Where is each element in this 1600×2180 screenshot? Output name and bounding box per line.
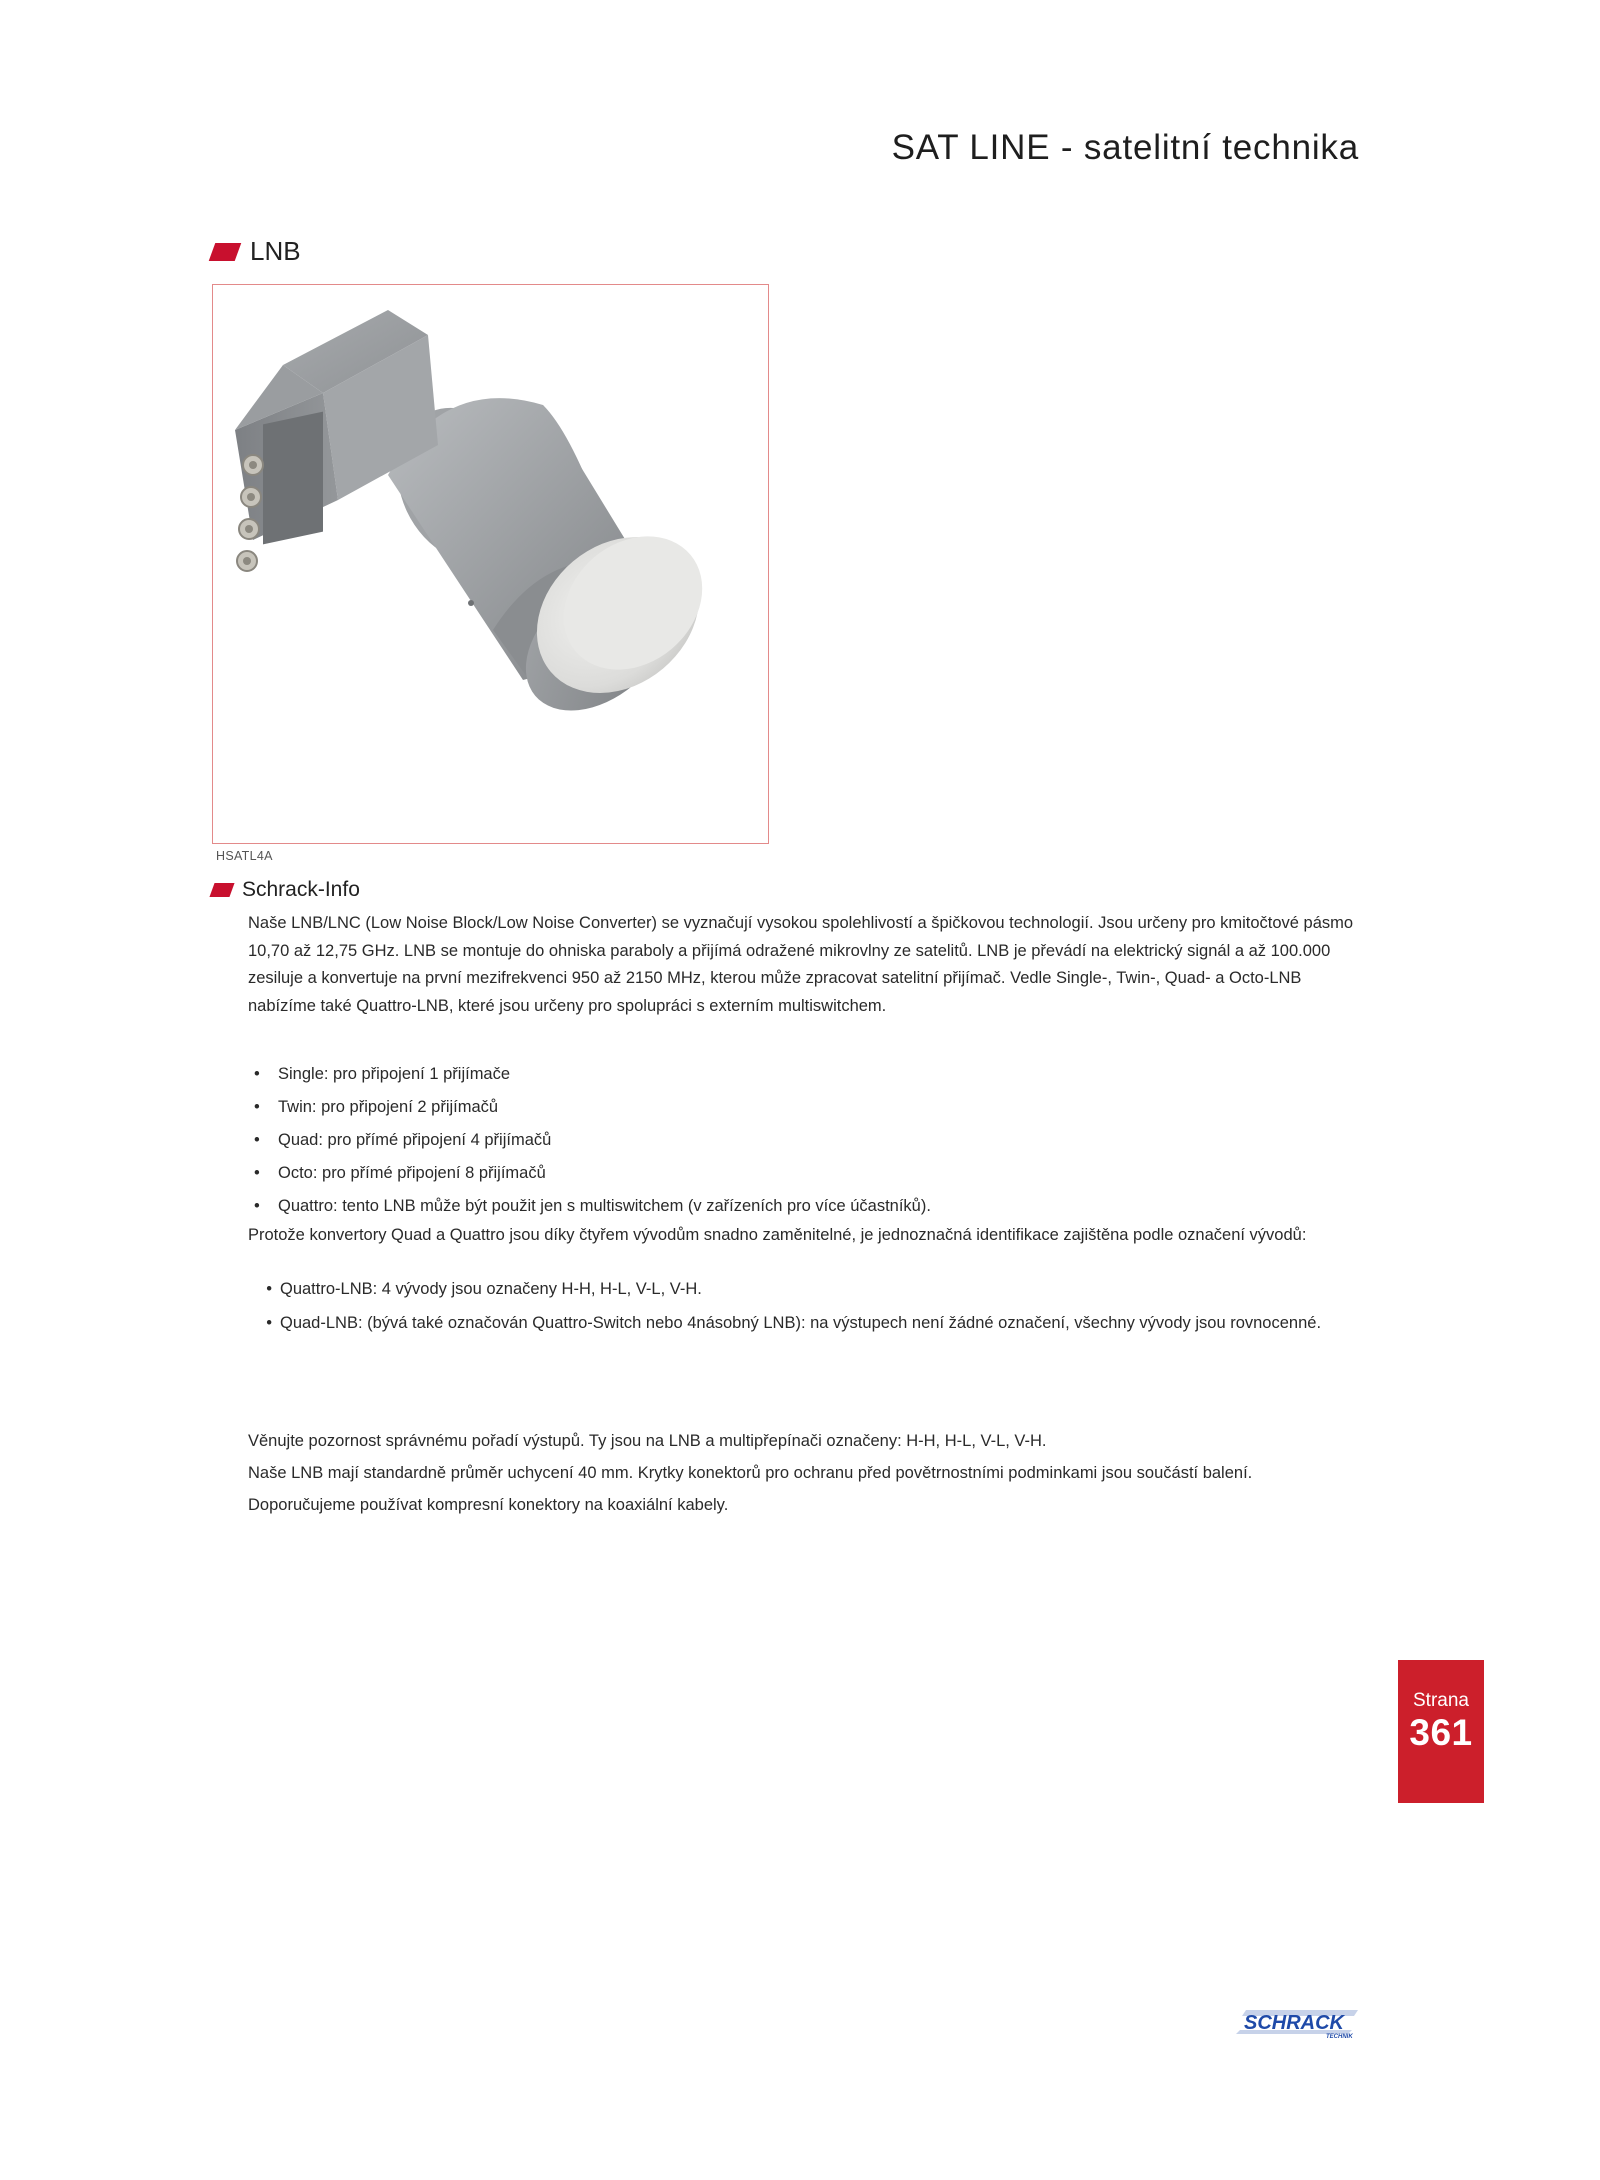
identification-paragraph: Protože konvertory Quad a Quattro jsou díky čtyřem vývodům snadno zaměnitelné, je jednoznačná identifikace zajištěna podle označení vývodů: [248,1226,1307,1244]
list-item: • Quattro-LNB: 4 vývody jsou označeny H-H, H-L, V-L, V-H. [248,1276,1348,1304]
bullet-icon: • [266,1313,272,1332]
bullet-icon: • [254,1098,260,1116]
intro-paragraph: Naše LNB/LNC (Low Noise Block/Low Noise Converter) se vyznačují vysokou spolehlivostí a špičkovou technologií. Jsou určeny pro kmitočtové pásmo 10,70 až 12,75 GHz. LNB se montuje do ohniska paraboly a přijímá odražené mikrovlny ze satelitů. LNB je převádí na elektrický signál a až 100.000 zesiluje a konvertuje na první mezifrekvenci 950 až 2150 MHz, kterou může zpracovat satelitní přijímač. Vedle Single-, Twin-, Quad- a Octo-LNB nabízíme také Quattro-LNB, které jsou určeny pro spolupráci s externím multiswitchem. [248,914,1354,1015]
note-connectors: Doporučujeme používat kompresní konektory na koaxiální kabely. [248,1496,729,1514]
bullet-icon: • [254,1131,260,1149]
list-item: • Single: pro připojení 1 přijímače [248,1058,1348,1091]
bullet-icon: • [254,1197,260,1215]
svg-text:SCHRACK: SCHRACK [1244,2012,1344,2034]
note-mount-diameter: Naše LNB mají standardně průměr uchycení 40 mm. Krytky konektorů pro ochranu před povětrnostními podminkami jsou součástí balení. [248,1464,1253,1482]
identification-list [248,1276,1348,1343]
section-heading-lnb [212,236,301,267]
page-label: Strana [1413,1690,1469,1711]
bullet-icon: • [266,1280,272,1298]
section-heading-schrack-info [212,878,360,902]
page-title: SAT LINE - satelitní technika [891,128,1359,167]
section-marker-icon [209,883,234,897]
list-item: • Twin: pro připojení 2 přijímačů [248,1091,1348,1124]
schrack-logo [1236,2006,1362,2040]
product-image-frame [212,284,769,844]
section-heading-info-label: Schrack-Info [242,878,360,901]
schrack-logo-icon [1236,2006,1362,2040]
list-item: • Quattro: tento LNB může být použit jen s multiswitchem (v zařízeních pro více účastníků). [248,1190,1348,1223]
list-item: • Quad: pro přímé připojení 4 přijímačů [248,1124,1348,1157]
bullet-icon: • [254,1164,260,1182]
svg-text:TECHNIK: TECHNIK [1326,2034,1353,2040]
bullet-icon: • [254,1065,260,1083]
lnb-types-list [248,1058,1348,1223]
lnb-product-image [213,285,768,843]
section-heading-lnb-label: LNB [250,236,301,266]
note-output-order: Věnujte pozornost správnému pořadí výstupů. Ty jsou na LNB a multipřepínači označeny: H-H, H-L, V-L, V-H. [248,1432,1047,1450]
list-item: • Quad-LNB: (bývá také označován Quattro-Switch nebo 4násobný LNB): na výstupech není žádné označení, všechny vývody jsou rovnocenné. [248,1310,1348,1338]
list-item: • Octo: pro přímé připojení 8 přijímačů [248,1157,1348,1190]
section-marker-icon [209,243,242,261]
product-code: HSATL4A [216,849,273,863]
page-number-badge [1398,1660,1484,1803]
page-number: 361 [1409,1712,1473,1753]
